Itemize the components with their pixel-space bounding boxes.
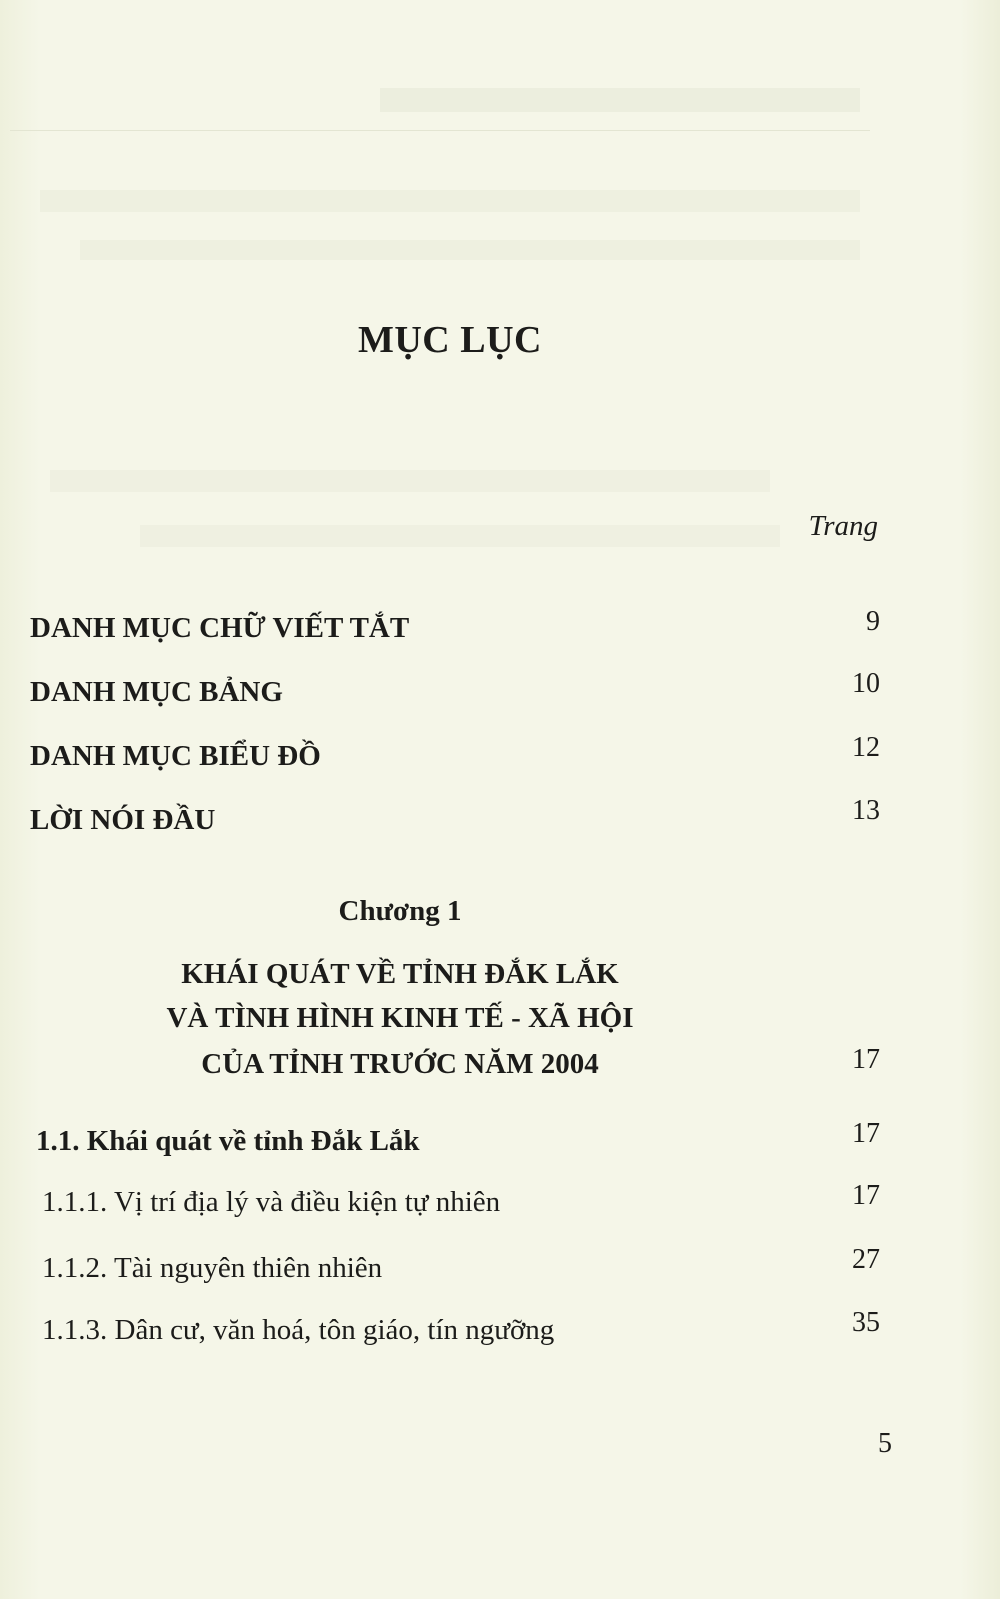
chapter-label: Chương 1 [338, 895, 462, 927]
toc-entry-subsection[interactable]: 1.1.2. Tài nguyên thiên nhiên [42, 1252, 383, 1284]
toc-page-number: 27 [852, 1244, 880, 1275]
toc-page-number: 10 [852, 668, 880, 699]
header-rule-showthrough [10, 130, 870, 131]
chapter-title-line[interactable]: VÀ TÌNH HÌNH KINH TẾ - XÃ HỘI [166, 1002, 634, 1034]
showthrough-header [380, 88, 860, 112]
toc-page-number: 35 [852, 1307, 880, 1338]
chapter-title-line[interactable]: KHÁI QUÁT VỀ TỈNH ĐẮK LẮK [181, 958, 619, 990]
toc-entry-section[interactable]: 1.1. Khái quát về tỉnh Đắk Lắk [36, 1125, 420, 1157]
toc-entry-tables[interactable]: DANH MỤC BẢNG [30, 676, 283, 708]
chapter-title-line[interactable]: CỦA TỈNH TRƯỚC NĂM 2004 [201, 1048, 599, 1080]
toc-page-number: 12 [852, 732, 880, 763]
showthrough-line [80, 240, 860, 260]
toc-entry-preface[interactable]: LỜI NÓI ĐẦU [30, 804, 216, 836]
showthrough-line [40, 190, 860, 212]
toc-entry-charts[interactable]: DANH MỤC BIỂU ĐỒ [30, 740, 321, 772]
toc-page-number: 17 [852, 1118, 880, 1149]
toc-entry-subsection[interactable]: 1.1.3. Dân cư, văn hoá, tôn giáo, tín ngưỡng [42, 1314, 555, 1346]
showthrough-line [50, 470, 770, 492]
toc-page-number: 17 [852, 1044, 880, 1075]
toc-page-number: 17 [852, 1180, 880, 1211]
page-column-label: Trang [808, 510, 878, 542]
showthrough-line [140, 525, 780, 547]
page-title: MỤC LỤC [358, 319, 542, 361]
page-folio-number: 5 [878, 1428, 892, 1459]
toc-page-number: 9 [866, 606, 880, 637]
toc-entry-subsection[interactable]: 1.1.1. Vị trí địa lý và điều kiện tự nhiên [42, 1186, 501, 1218]
toc-entry-abbreviations[interactable]: DANH MỤC CHỮ VIẾT TẮT [30, 612, 410, 644]
toc-page-number: 13 [852, 795, 880, 826]
